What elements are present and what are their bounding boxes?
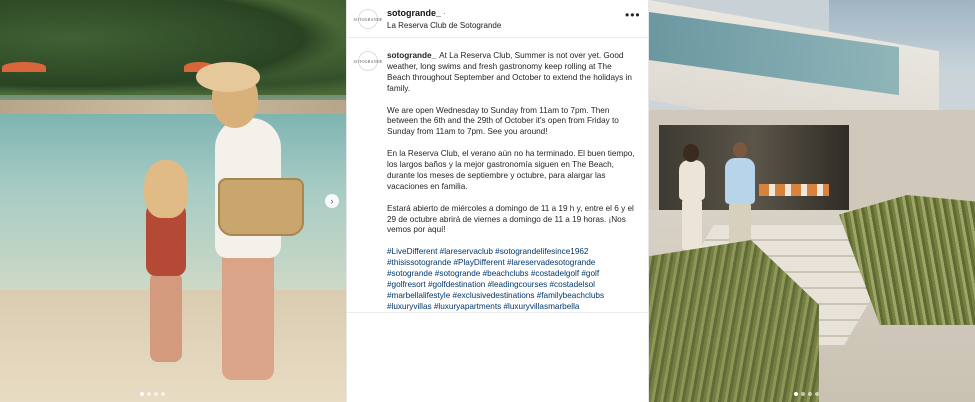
caption-username[interactable]: sotogrande_ [387,51,437,60]
pool-deck [0,100,346,114]
post-panel [346,0,649,402]
carousel-dot [147,392,151,396]
post-caption [387,51,637,312]
caption-hashtags[interactable]: #LiveDifferent #lareservaclub #sotograndelifesince1962 #thisissotogrande #PlayDifferent #lareservadesotogrande #sotogrande #sotogrande #beachclubs #costadelgolf #golf #golfresort #golfdestination #leadingcourses #costadelsol #marbellalifestyle #exclusivedestinations #familybeachclubs #luxuryvillas #luxuryapartments #luxuryvillasmarbella [387,247,605,311]
right-photo [649,0,975,402]
more-options-icon[interactable]: ••• [625,8,641,22]
man-figure [725,158,755,204]
carousel-dot [801,392,805,396]
caption-paragraph: Estará abierto de miércoles a domingo de 11 a 19 h y, entre el 6 y el 29 de octubre abrirá de viernes a domingo de 11 a 19 horas. ¡Nos vemos por aquí! [387,203,634,235]
girl-figure [144,160,188,218]
avatar[interactable]: SOTOGRANDE [358,51,378,71]
carousel-dot [140,392,144,396]
caption-area [347,48,650,312]
carousel-dots [794,392,819,396]
carousel-dot [815,392,819,396]
trees-background [0,0,346,95]
carousel-dots [140,392,165,396]
carousel-dot [154,392,158,396]
girl-figure [150,272,182,362]
sofa-cushions [759,184,829,196]
caption-paragraph: At La Reserva Club, Summer is not over yet. Good weather, long swims and fresh gastronomy keep rolling at The Beach throughout September and October to extend the holidays in family. [387,51,632,93]
post-header [347,0,650,38]
avatar[interactable]: SOTOGRANDE [358,9,378,29]
carousel-dot [808,392,812,396]
post-username[interactable]: sotogrande_ [387,8,442,18]
carousel-dot [794,392,798,396]
caption-paragraph: We are open Wednesday to Sunday from 11am to 7pm. Then between the 6th and the 29th of October it's open from Friday to Sunday from 11am to 7pm. See you around! [387,105,619,137]
post-location[interactable]: La Reserva Club de Sotogrande [387,21,502,30]
woman-figure [222,250,274,380]
separator-dot: · [443,8,446,18]
woman-figure [682,198,702,250]
left-photo [0,0,346,402]
man-figure [733,142,747,158]
chevron-right-icon[interactable]: › [325,194,339,208]
caption-paragraph: En la Reserva Club, el verano aún no ha terminado. El buen tiempo, los largos baños y la mejor gastronomía siguen en The Beach, durante los meses de septiembre y octubre, para alargar las vacaciones en familia. [387,149,635,191]
beach-umbrella [2,62,46,72]
straw-hat [196,62,260,92]
woman-figure [679,160,705,200]
woman-figure [683,144,699,162]
divider [347,312,650,313]
straw-basket [218,178,304,236]
carousel-dot [161,392,165,396]
